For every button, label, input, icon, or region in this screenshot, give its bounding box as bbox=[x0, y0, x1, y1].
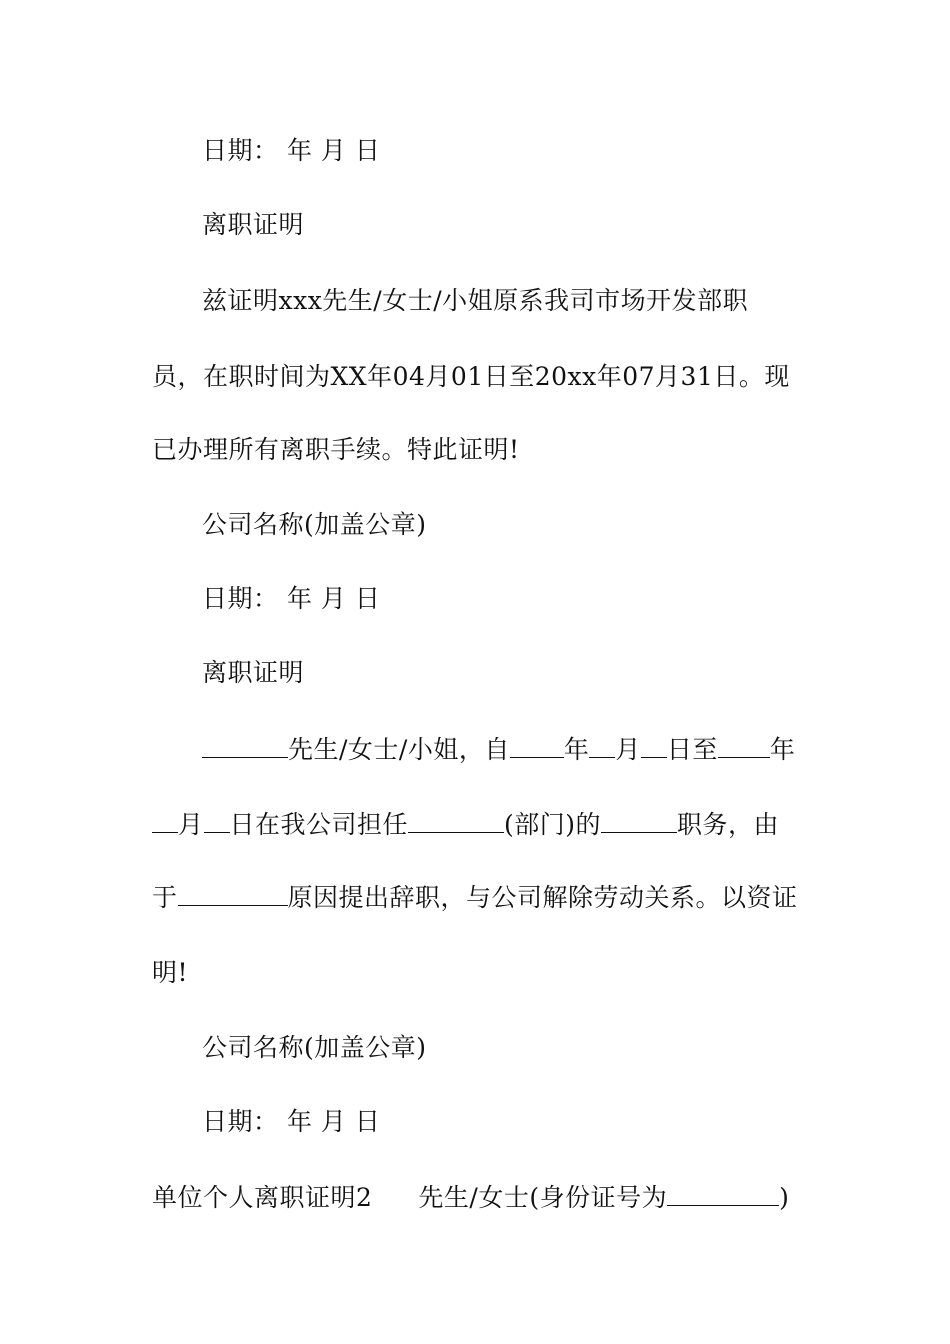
template-text: 先生/女士/小姐，自 bbox=[288, 735, 510, 764]
section-text: 先生/女士(身份证号为 bbox=[418, 1183, 668, 1212]
blank-end-month bbox=[152, 810, 178, 833]
blank-id-number bbox=[667, 1183, 779, 1206]
template-text: 月 bbox=[615, 735, 641, 764]
blank-end-day bbox=[204, 810, 230, 833]
template-text: 日在我公司担任 bbox=[229, 810, 409, 839]
date-line-1: 日期： 年 月 日 bbox=[202, 136, 381, 165]
template-text: 职务，由 bbox=[677, 810, 780, 839]
section-text-end: ) bbox=[779, 1183, 790, 1212]
body-line-3: 已办理所有离职手续。特此证明! bbox=[152, 435, 520, 464]
date-line-2: 日期： 年 月 日 bbox=[202, 584, 381, 613]
template-text: 年 bbox=[563, 735, 590, 764]
blank-department bbox=[408, 810, 504, 833]
section-title: 单位个人离职证明2 bbox=[152, 1183, 373, 1212]
template-text: (部门)的 bbox=[504, 810, 602, 839]
company-name-2: 公司名称(加盖公章) bbox=[202, 1033, 427, 1062]
blank-name bbox=[202, 735, 288, 758]
template-text: 原因提出辞职，与公司解除劳动关系。以资证 bbox=[287, 883, 798, 912]
blank-start-year bbox=[510, 735, 564, 758]
section-line bbox=[152, 1181, 812, 1215]
template-line-3 bbox=[152, 881, 812, 915]
template-line-4: 明! bbox=[152, 958, 189, 987]
template-line-2 bbox=[152, 808, 812, 842]
template-line-1 bbox=[202, 733, 862, 767]
certificate-title-1: 离职证明 bbox=[202, 210, 305, 239]
template-text: 日至 bbox=[666, 735, 718, 764]
body-line-2: 员，在职时间为XX年04月01日至20xx年07月31日。现 bbox=[152, 362, 790, 391]
date-line-3: 日期： 年 月 日 bbox=[202, 1107, 381, 1136]
body-line-1: 兹证明xxx先生/女士/小姐原系我司市场开发部职 bbox=[202, 286, 749, 315]
template-text: 于 bbox=[152, 883, 178, 912]
blank-end-year bbox=[718, 735, 770, 758]
blank-start-day bbox=[641, 735, 667, 758]
certificate-title-2: 离职证明 bbox=[202, 658, 305, 687]
blank-start-month bbox=[589, 735, 615, 758]
company-name-1: 公司名称(加盖公章) bbox=[202, 510, 427, 539]
template-text: 月 bbox=[178, 810, 204, 839]
blank-position bbox=[601, 810, 677, 833]
template-text: 年 bbox=[769, 735, 796, 764]
blank-reason bbox=[178, 883, 288, 906]
